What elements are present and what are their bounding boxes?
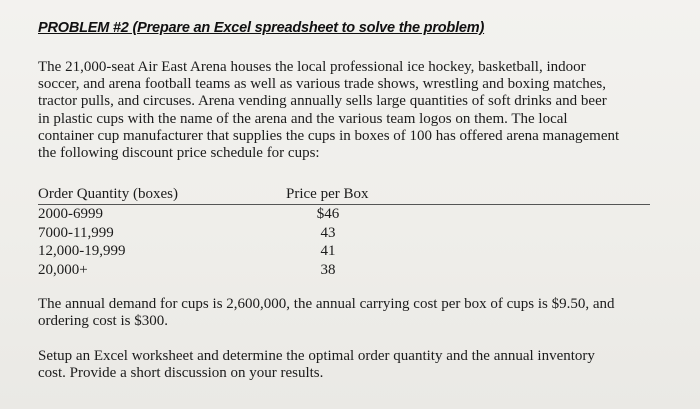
price-schedule-table [38,186,650,279]
price-cell: 38 [320,261,336,278]
problem-title: PROBLEM #2 (Prepare an Excel spreadsheet to solve the problem) [38,20,485,36]
intro-line: tractor pulls, and circuses. Arena vending annually sells large quantities of soft drinks and beer [38,93,607,110]
intro-line: The 21,000-seat Air East Arena houses the local professional ice hockey, basketball, indoor [38,59,586,75]
intro-line: container cup manufacturer that supplies the cups in boxes of 100 has offered arena management [38,127,620,144]
task-paragraph [38,348,658,382]
header-price-per-box: Price per Box [286,186,369,202]
intro-line: in plastic cups with the name of the arena and the various team logos on them. The local [38,110,568,127]
price-cell: 41 [320,243,336,259]
intro-paragraph [38,59,658,162]
intro-line: the following discount price schedule for cups: [38,145,320,162]
table-row [38,224,650,243]
task-line: Setup an Excel worksheet and determine the optimal order quantity and the annual inventory [38,348,595,364]
demand-line: The annual demand for cups is 2,600,000, the annual carrying cost per box of cups is $9.50, and [38,296,615,312]
order-quantity-cell: 20,000+ [38,261,88,278]
demand-paragraph [38,296,658,330]
table-row [38,242,650,261]
table-row [38,205,650,224]
table-header [38,186,650,205]
demand-line: ordering cost is $300. [38,313,168,330]
header-order-quantity: Order Quantity (boxes) [38,186,178,202]
price-cell: $46 [316,206,340,222]
intro-line: soccer, and arena football teams as well as various trade shows, wrestling and boxing matches, [38,76,606,93]
task-line: cost. Provide a short discussion on your results. [38,365,324,382]
table-row [38,261,650,280]
order-quantity-cell: 2000-6999 [38,206,103,222]
price-cell: 43 [320,224,336,241]
order-quantity-cell: 7000-11,999 [38,224,114,241]
order-quantity-cell: 12,000-19,999 [38,243,126,259]
